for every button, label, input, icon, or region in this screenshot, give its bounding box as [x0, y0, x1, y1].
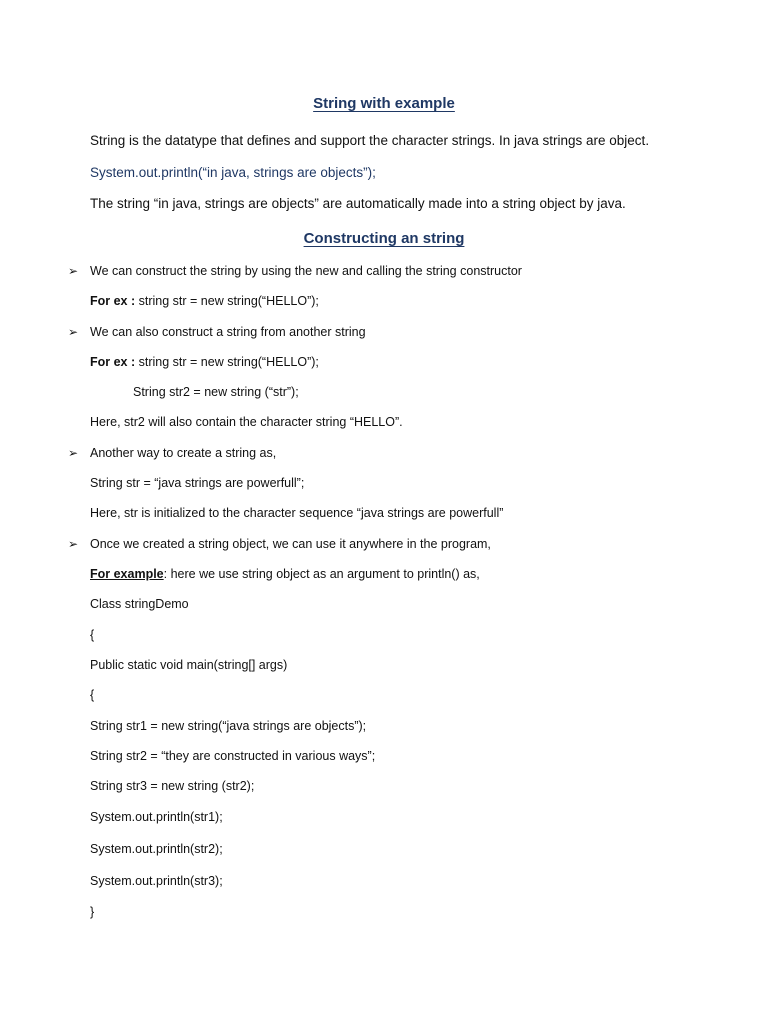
code-line: System.out.println(str3); — [90, 874, 223, 888]
bullet2-note: Here, str2 will also contain the character string “HELLO”. — [90, 415, 403, 429]
arrow-bullet-icon: ➢ — [68, 446, 79, 460]
code-line: System.out.println(str1); — [90, 810, 223, 824]
arrow-bullet-icon: ➢ — [68, 264, 79, 278]
code-line: { — [90, 628, 95, 642]
code-line: String str3 = new string (str2); — [90, 779, 255, 793]
section-title-string-with-example: String with example — [313, 95, 455, 112]
arrow-bullet-icon: ➢ — [68, 325, 79, 339]
bullet1-text: We can construct the string by using the new and calling the string constructor — [90, 264, 522, 278]
code-line: String str1 = new string(“java strings are objects”); — [90, 719, 367, 733]
bullet4-text: Once we created a string object, we can use it anywhere in the program, — [90, 537, 491, 551]
for-example-label: For example — [90, 567, 164, 581]
explanation-paragraph: The string “in java, strings are objects” are automatically made into a string object by java. — [90, 196, 626, 211]
example-code: string str = new string(“HELLO”); — [135, 355, 319, 369]
code-line: } — [90, 905, 95, 919]
bullet4-example — [90, 565, 480, 583]
intro-paragraph: String is the datatype that defines and support the character strings. In java strings are object. — [90, 133, 650, 148]
bullet2-example-code2: String str2 = new string (“str”); — [133, 385, 299, 399]
example-label: For ex : — [90, 294, 136, 308]
bullet2-text: We can also construct a string from another string — [90, 325, 366, 339]
arrow-bullet-icon: ➢ — [68, 537, 79, 551]
bullet3-text: Another way to create a string as, — [90, 446, 277, 460]
section-title-constructing-string: Constructing an string — [303, 230, 465, 247]
bullet3-note: Here, str is initialized to the character sequence “java strings are powerfull” — [90, 506, 504, 520]
bullet1-example — [90, 292, 319, 310]
code-line: Class stringDemo — [90, 597, 189, 611]
for-example-text: : here we use string object as an argument to println() as, — [163, 567, 480, 581]
code-example-line: System.out.println(“in java, strings are objects”); — [90, 165, 376, 180]
example-code: string str = new string(“HELLO”); — [135, 294, 319, 308]
code-line: String str2 = “they are constructed in various ways”; — [90, 749, 376, 763]
example-label: For ex : — [90, 355, 136, 369]
code-line: System.out.println(str2); — [90, 842, 223, 856]
bullet3-code: String str = “java strings are powerfull”; — [90, 476, 305, 490]
code-line: { — [90, 688, 95, 702]
bullet2-example — [90, 353, 319, 371]
code-line: Public static void main(string[] args) — [90, 658, 288, 672]
